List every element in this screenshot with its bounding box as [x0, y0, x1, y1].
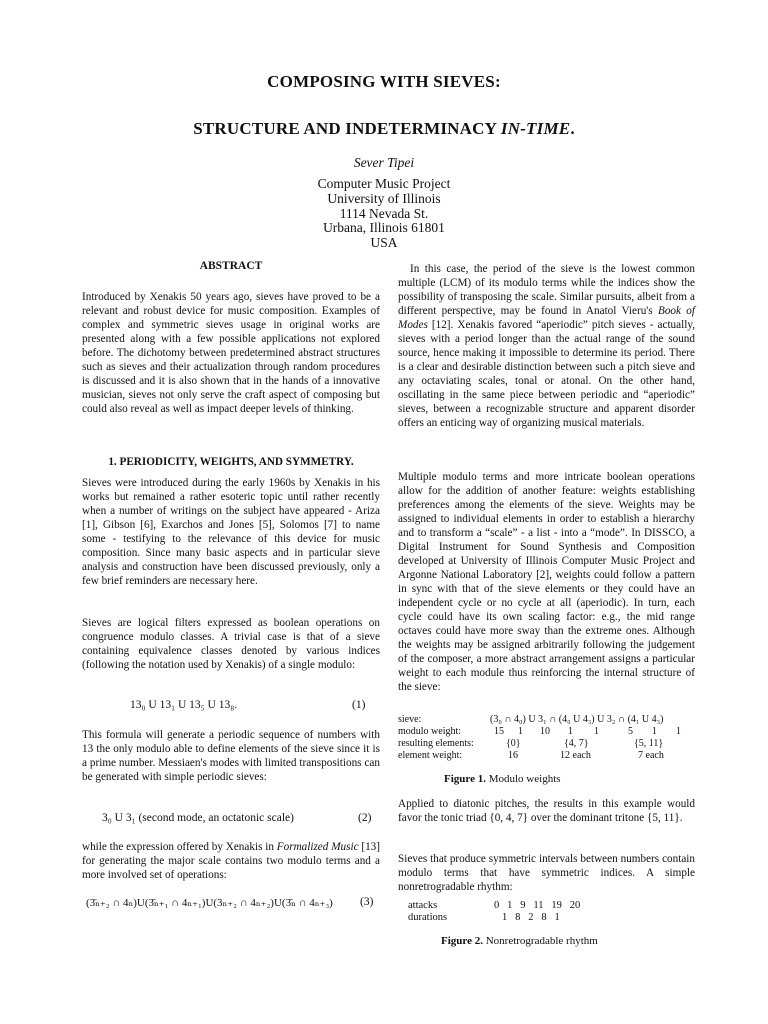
- element-weight-value: 7 each: [638, 750, 664, 761]
- rhythm-durations-values: 1 8 2 8 1: [502, 912, 560, 923]
- title-part-c: .: [570, 119, 575, 138]
- p4-book-title: Formalized Music: [276, 841, 359, 853]
- figure-2-caption: [441, 935, 598, 947]
- element-weight-value: 16: [508, 750, 518, 761]
- figure-1-caption: [444, 773, 561, 785]
- affiliation-line: University of Illinois: [327, 190, 441, 206]
- equation-2-number: (2): [358, 812, 372, 824]
- rhythm-attacks-values: 0 1 9 11 19 20: [494, 900, 581, 911]
- affiliation-line: USA: [370, 235, 398, 251]
- sieve-label: sieve:: [398, 714, 422, 725]
- section1-paragraph-2: Sieves are logical filters expressed as boolean operations on congruence modulo classes. A trivial case is that of a sieve containing equivalence classes denoted by various indices (following the notation used by Xenakis) of a single modulo:: [82, 617, 380, 671]
- rhythm-durations-label: durations: [408, 912, 448, 923]
- sieve-value: (3₀ ∩ 4₀) U 3₁ ∩ (4₀ U 4₃) U 3₂ ∩ (4₁ U 4₃): [490, 714, 664, 725]
- author-name: Sever Tipei: [353, 155, 415, 170]
- figure-1-label: Figure 1.: [444, 773, 486, 785]
- weight-value: 1: [676, 726, 681, 737]
- rp1-book-title: Book of Modes: [398, 305, 695, 331]
- figure-1-text: Modulo weights: [485, 773, 561, 785]
- section1-heading: [82, 455, 380, 469]
- weight-value: 1: [594, 726, 599, 737]
- equation-3: (3̄ₙ₊₂ ∩ 4ₙ)U(3̄ₙ₊₁ ∩ 4ₙ₊₁)U(3ₙ₊₂ ∩ 4ₙ₊₂)U(3̄ₙ ∩ 4ₙ₊₃): [86, 897, 333, 909]
- weight-value: 1: [568, 726, 573, 737]
- element-weight-label: element weight:: [398, 750, 463, 761]
- abstract-heading: ABSTRACT: [199, 260, 263, 272]
- weight-value: 1: [652, 726, 657, 737]
- right-paragraph-2: Multiple modulo terms and more intricate boolean operations allow for the addition of another feature: weights establishing preferences among the elements of the sieve. Weights may be assigned to individual elements in order to establish a hierarchy and to transform a “scale” - a list - into a “mode”. In DISSCO, a Digital Instrument for Sound Synthesis and Composition developed at University of Illinois Computer Music Project and Argonne National Laboratory [2], weights could follow a pattern in sync with that of the sieve elements or they could have an independent cycle or no cycle at all (aperiodic). In turn, each cycle could have its own scaling factor: e.g., the mid range octaves could have more sway than the extreme ones. Although the weights may be assigned arbitrarily following the judgement of the composer, a more abstract arrangement assigns a particular weight to each module thus reinforcing the internal structure of the sieve:: [398, 471, 695, 693]
- weight-value: 1: [518, 726, 523, 737]
- p4-text-c: [13] for generating the major scale contains two modulo terms and a more involved set of operations:: [82, 841, 380, 881]
- title-part-b: IN-TIME: [500, 119, 571, 138]
- paper-title-line1: COMPOSING WITH SIEVES:: [267, 72, 501, 91]
- section1-paragraph-1: Sieves were introduced during the early 1960s by Xenakis in his works but remained a rather esoteric topic until rather recently when a number of writings on the subject have appeared - Ariza [1], Gibson [6], Exarchos and Jones [5], Solomos [7] to name some - testifying to the relevance of this device for music composition. Since many basic aspects and in particular sieve analysis and construction have been discussed previously, only a few brief reminders are necessary here.: [82, 477, 380, 587]
- p4-text-a: while the expression offered by Xenakis in: [82, 841, 277, 853]
- equation-1: 13₀ U 13₁ U 13₅ U 13₈.: [130, 699, 238, 711]
- element-weight-value: 12 each: [560, 750, 591, 761]
- equation-3-number: (3): [360, 896, 374, 908]
- right-paragraph-4: Sieves that produce symmetric intervals between numbers contain modulo terms that have symmetric indices. A simple nonretrogradable rhythm:: [398, 853, 695, 893]
- figure-2-label: Figure 2.: [441, 935, 483, 947]
- section-heading: 1. PERIODICITY, WEIGHTS, AND SYMMETRY.: [108, 456, 354, 468]
- section1-paragraph-4: [82, 840, 380, 882]
- right-paragraph-3: Applied to diatonic pitches, the results in this example would favor the tonic triad {0, 4, 7} over the dominant tritone {5, 11}.: [398, 798, 695, 824]
- abstract-text: Introduced by Xenakis 50 years ago, sieves have proved to be a relevant and robust device for music composition. Examples of complex and symmetric sieves usage in original works are presented along with a few possible applications not explored before. The dichotomy between predetermined abstract structures such as sieves and their actualization through random procedures is discussed and it is also shown that in the hands of a innovative musician, sieves not only serve the craft aspect of composing but could also reveal as well as impact deeper levels of thinking.: [82, 291, 380, 415]
- weight-value: 10: [540, 726, 550, 737]
- element-set: {4, 7}: [564, 738, 589, 749]
- figure-2-text: Nonretrogradable rhythm: [482, 935, 598, 947]
- rp1-text-c: [12]. Xenakis favored “aperiodic” pitch sieves - actually, sieves with a period longer than the actual range of the sound source, hence making it impossible to determine its period. There is a clear and desirable distinction between such a pitch sieve and any octaviating scales, tonal or atonal. On the other hand, oscillating in the same piece between periodic and “aperiodic” sieves, between a recognizable structure and apparent disorder offers an enticing way of organizing musical materials.: [398, 319, 695, 429]
- rhythm-attacks-label: attacks: [408, 900, 438, 911]
- rp1-text-a: In this case, the period of the sieve is the lowest common multiple (LCM) of its modulo terms while the indices show the possibility of transposing the scale. Similar pursuits, albeit from a different perspective, may be found in Anatol Vieru's: [398, 263, 695, 317]
- equation-2: 3₀ U 3₁ (second mode, an octatonic scale): [102, 812, 294, 824]
- affiliation: [0, 177, 768, 251]
- weight-value: 15: [494, 726, 504, 737]
- element-set: {0}: [506, 738, 521, 749]
- affiliation-line: Computer Music Project: [317, 176, 451, 191]
- paper-title-line2: [0, 119, 768, 139]
- equation-1-number: (1): [352, 699, 366, 711]
- modulo-weight-label: modulo weight:: [398, 726, 462, 737]
- element-set: {5, 11}: [634, 738, 664, 749]
- section1-paragraph-3: This formula will generate a periodic sequence of numbers with 13 the only modulo able to define elements of the sieve since it is a prime number. Messiaen's modes with limited transpositions can be generated with simple periodic sieves:: [82, 729, 380, 783]
- title-part-a: STRUCTURE AND INDETERMINACY: [193, 119, 501, 138]
- affiliation-line: Urbana, Illinois 61801: [323, 220, 445, 236]
- affiliation-line: 1114 Nevada St.: [339, 205, 429, 221]
- weight-value: 5: [628, 726, 633, 737]
- resulting-elements-label: resulting elements:: [398, 738, 474, 749]
- right-paragraph-1: [398, 262, 695, 430]
